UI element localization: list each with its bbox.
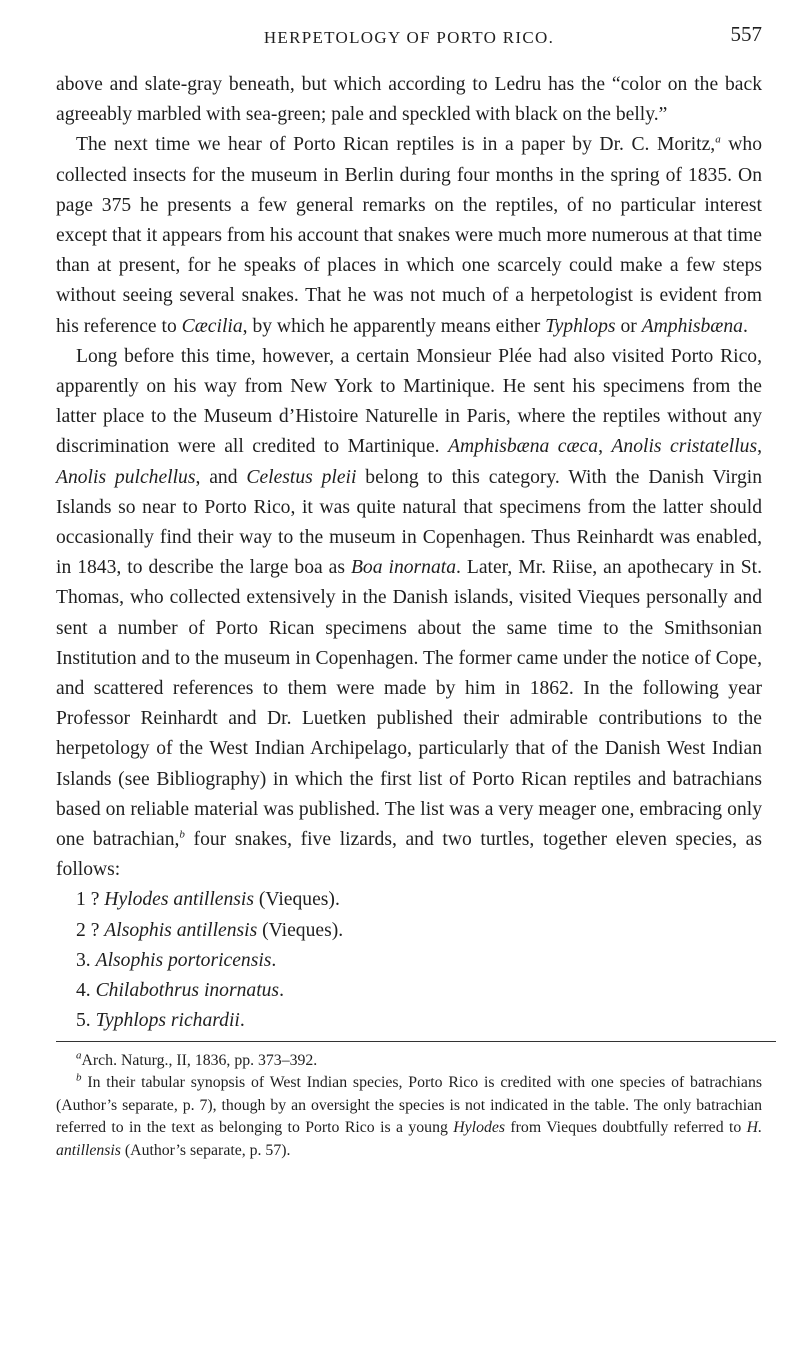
text-run: above and slate-gray beneath, but which according to Ledru has the “color on the back agreeably marbled with sea-green; pale and speckled with black on the belly.” [56, 74, 762, 126]
page [56, 22, 763, 1162]
italic-name: Amphisbæna cæca [448, 436, 599, 458]
italic-name: Boa inornata [350, 557, 456, 579]
species-list-item [56, 1006, 762, 1036]
text-run: four snakes, five lizards, and two turtles, together eleven species, as follows: [56, 829, 762, 881]
paragraph [56, 342, 762, 886]
species-name: Typhlops richardii [95, 1010, 240, 1032]
species-list-item [56, 885, 762, 915]
species-number: 4. [76, 980, 91, 1002]
italic-name: Typhlops [545, 315, 616, 337]
species-query-mark: ? [85, 919, 105, 941]
italic-name: H. antillensis [56, 1119, 763, 1159]
footnote-marker: b [179, 828, 185, 841]
text-run: Arch. Naturg., II, 1836, pp. 373–392. [81, 1051, 318, 1069]
species-name: Alsophis antillensis [104, 919, 258, 941]
text-run: . [742, 315, 748, 337]
text-run: Long before this time, however, a certain Monsieur Plée had also visited Porto Rico, apparently on his way from New York to Martinique. He sent his specimens from the latter place to the Museum d’Histoire Naturelle in Paris, where the reptiles without any discrimination were all credited to Martinique. [56, 345, 762, 458]
species-name: Chilabothrus inornatus [95, 980, 280, 1002]
species-locality: (Vieques). [253, 889, 340, 911]
italic-name: Hylodes [453, 1119, 506, 1136]
species-locality: . [279, 980, 284, 1002]
footnote-divider [56, 1041, 776, 1042]
italic-name: Anolis cristatellus [611, 436, 758, 458]
species-number: 3. [76, 949, 91, 971]
species-list-item [56, 946, 762, 976]
text-run: who collected insects for the museum in Berlin during four months in the spring of 1835. On page 375 he presents a few general remarks on the reptiles, of no particular interest except that it appears from his account that snakes were much more numerous at that time than at present, for he speaks of places in which one scarcely could make a few steps without seeing several snakes. That he was not much of a herpetologist is evident from his reference to [56, 134, 762, 337]
species-list-item [56, 976, 762, 1006]
text-run: from Vieques doubtfully referred to [505, 1119, 747, 1136]
footnote [56, 1050, 762, 1073]
running-title: HERPETOLOGY OF PORTO RICO. [263, 28, 555, 47]
footnote-marker: a [76, 1049, 82, 1062]
text-run: , by which he apparently means either [242, 315, 546, 337]
footnote [56, 1072, 762, 1162]
footnote-marker: b [76, 1071, 82, 1084]
species-list-item [56, 916, 762, 946]
footnote-marker: a [715, 133, 721, 146]
italic-name: Celestus pleii [246, 466, 357, 488]
species-name: Alsophis portoricensis [95, 949, 272, 971]
species-number: 5. [76, 1010, 91, 1032]
species-locality: (Vieques). [257, 919, 344, 941]
italic-name: Cæcilia [181, 315, 243, 337]
text-run: , [598, 436, 612, 458]
text-run: (Author’s separate, p. 57). [120, 1141, 291, 1159]
text-run: belong to this category. With the Danish Virgin Islands so near to Porto Rico, it was quite natural that specimens from the latter should occasionally find their way to the museum in Copenhagen. Thus Reinhardt was enabled, in 1843, to describe the large boa as [56, 466, 762, 579]
paragraph [56, 130, 762, 341]
page-header [56, 22, 762, 70]
species-locality: . [239, 1010, 245, 1032]
text-run: In their tabular synopsis of West Indian species, Porto Rico is credited with one species of batrachians (Author’s separate, p. 7), though by an oversight the species is not indicated in the table. The only batrachian referred to in the text as belonging to Porto Rico is a young [56, 1074, 762, 1136]
text-run: , and [195, 466, 247, 488]
body-text [56, 70, 762, 885]
species-number: 2 [76, 919, 86, 941]
species-name: Hylodes antillensis [104, 889, 254, 911]
text-run: , [757, 436, 763, 458]
species-query-mark: ? [85, 889, 105, 911]
text-run: The next time we hear of Porto Rican reptiles is in a paper by Dr. C. Moritz, [76, 134, 716, 156]
italic-name: Amphisbæna [641, 315, 743, 337]
species-list [56, 885, 762, 1036]
paragraph [56, 70, 762, 130]
italic-name: Anolis pulchellus [56, 466, 196, 488]
footnotes [56, 1050, 762, 1163]
species-locality: . [271, 949, 277, 971]
species-number: 1 [76, 889, 86, 911]
text-run: or [615, 315, 642, 337]
page-number: 557 [730, 22, 762, 46]
text-run: . Later, Mr. Riise, an apothecary in St. Thomas, who collected extensively in the Danish islands, visited Vieques personally and sent a number of Porto Rican specimens about the same time to the Smithsonian Institution and to the museum in Copenhagen. The former came under the notice of Cope, and scattered references to them were made by him in 1862. In the following year Professor Reinhardt and Dr. Luetken published their admirable contributions to the herpetology of the West Indian Archipelago, particularly that of the Danish West Indian Islands (see Bibliography) in which the first list of Porto Rican reptiles and batrachians based on reliable material was published. The list was a very meager one, embracing only one batrachian, [56, 557, 762, 851]
